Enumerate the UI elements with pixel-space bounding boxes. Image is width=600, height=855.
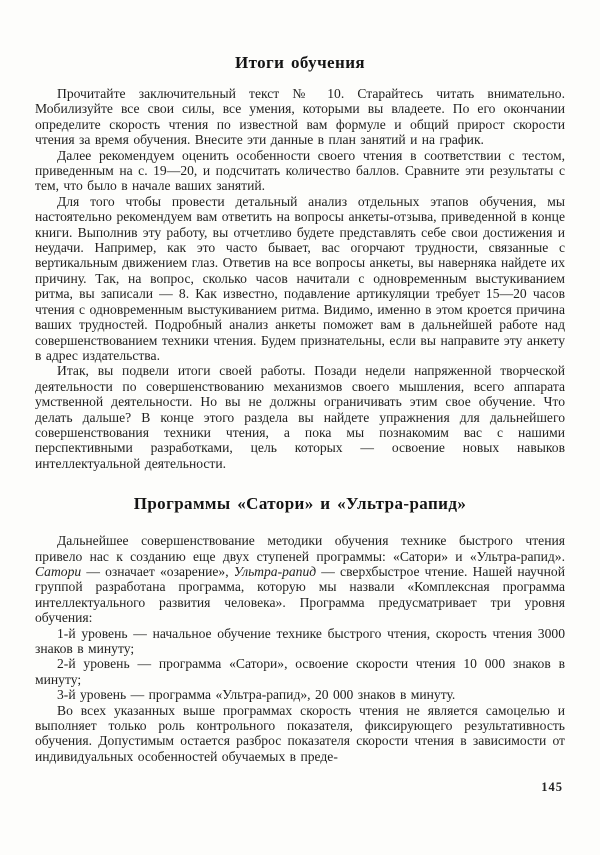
section-programs-satori-ultrarapid (35, 494, 565, 764)
paragraph (35, 687, 565, 702)
italic-text: Ультра-рапид (233, 563, 317, 579)
text-run: 3-й уровень — программа «Ультра-рапид», 20 000 знаков в минуту. (57, 687, 456, 703)
text-run: Далее рекомендуем оценить особенности своего чтения в соответствии с тестом, приведенным на с. 19—20, и подсчитать количество баллов. Сравните эти результаты с тем, что было в начале ваших занятий. (35, 147, 565, 194)
text-run: Итак, вы подвели итоги своей работы. Позади недели напряженной творческой деятельности по совершенствованию механизмов своего мышления, всего аппарата умственной деятельности. Но вы не должны ограничивать этим свое обучение. Что делать дальше? В конце этого раздела вы найдете упражнения для дальнейшего совершенствования техники чтения, а пока мы познакомим вас с нашими перспективными разработками, цель которых — освоение новых навыков интеллектуальной деятельности. (35, 363, 565, 471)
text-run: — сверхбыстрое чтение. Нашей научной группой разработана программа, которую мы назвали «Комплексная программа интеллектуального развития человека». Программа предусматривает три уровня обучения: (35, 563, 565, 626)
section-body-programs (35, 533, 565, 764)
text-run: Во всех указанных выше программах скорость чтения не является самоцелью и выполняет только роль контрольного показателя, фиксирующего результативность обучения. Допустимым остается разброс показателя скорости чтения в зависимости от индивидуальных особенностей обучаемых в преде- (35, 702, 565, 764)
paragraph (35, 626, 565, 657)
text-run: Прочитайте заключительный текст № 10. Старайтесь читать внимательно. Мобилизуйте все свои силы, все умения, которыми вы владеете. По его окончании определите скорость чтения по известной вам формуле и общий прирост скорости чтения за время обучения. Внесите эти данные в план занятий и на график. (35, 86, 565, 148)
paragraph (35, 363, 565, 471)
page-number: 145 (541, 780, 563, 795)
section-heading-training-results: Итоги обучения (235, 53, 365, 72)
section-body-training-results (35, 86, 565, 471)
page-footer (35, 778, 565, 796)
italic-text: Сатори (35, 563, 82, 579)
paragraph (35, 148, 565, 194)
paragraph (35, 703, 565, 765)
section-training-results (35, 53, 565, 471)
paragraph (35, 194, 565, 363)
text-run: Для того чтобы провести детальный анализ отдельных этапов обучения, мы настоятельно рекомендуем вам ответить на вопросы анкеты-отзыва, приведенной в конце книги. Выполнив эту работу, вы отчетливо будете представлять себе свои достижения и неудачи. Например, как это часто бывает, вас огорчают трудности, связанные с вертикальным движением глаз. Ответив на все вопросы анкеты, вы наверняка найдете их причину. Так, на вопрос, сколько часов начитали с одновременным выстукиванием ритма, вы записали — 8. Как известно, подавление артикуляции требует 15—20 часов чтения с одновременным выстукиванием ритма. Видимо, именно в этом кроется причина ваших трудностей. Подробный анализ анкеты поможет вам в дальнейшей работе над совершенствованием техники чтения. Будем признательны, если вы направите эту анкету в адрес издательства. (35, 193, 565, 363)
paragraph (35, 533, 565, 625)
text-run: 2-й уровень — программа «Сатори», освоение скорости чтения 10 000 знаков в минуту; (35, 656, 565, 687)
section-heading-programs: Программы «Сатори» и «Ультра-рапид» (133, 494, 467, 514)
text-run: 1-й уровень — начальное обучение технике быстрого чтения, скорость чтения 3000 знаков в минуту; (35, 625, 565, 656)
text-run: — означает «озарение», (81, 563, 234, 579)
paragraph (35, 86, 565, 148)
text-run: Дальнейшее совершенствование методики обучения технике быстрого чтения привело нас к созданию еще двух ступеней программы: «Сатори» и «Ультра-рапид». (35, 533, 565, 564)
paragraph (35, 656, 565, 687)
